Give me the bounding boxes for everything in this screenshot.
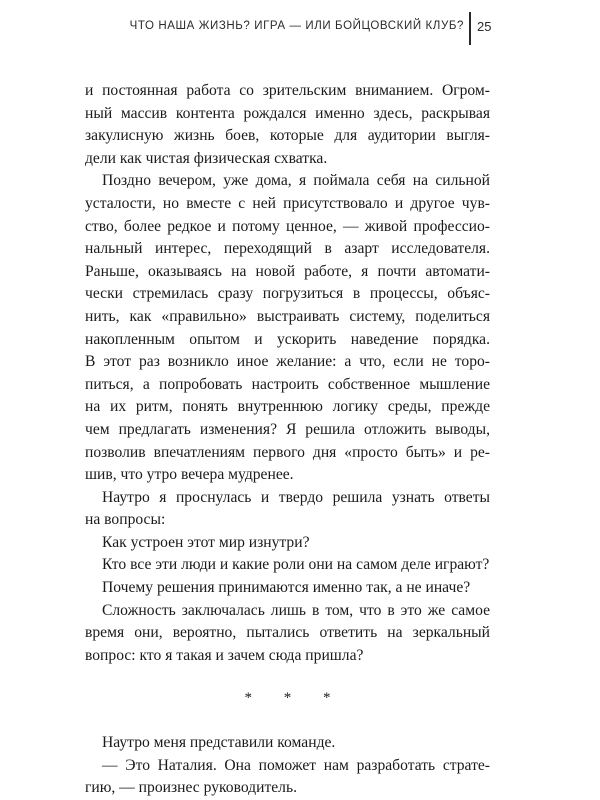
- page-number: 25: [477, 19, 492, 34]
- text-line: питься, а попробовать настроить собственное мышление: [85, 375, 490, 393]
- text-line: чем предлагать изменения? Я решила отложить выводы,: [85, 420, 490, 438]
- text-line: Как устроен этот мир изнутри?: [102, 533, 310, 551]
- text-line: Поздно вечером, уже дома, я поймала себя на сильной: [102, 172, 490, 190]
- text-line: позволив впечатлениям первого дня «просто быть» и ре-: [85, 443, 490, 461]
- question-line: [85, 577, 490, 600]
- text-line: на вопросы:: [85, 511, 166, 529]
- text-line: Почему решения принимаются именно так, а не иначе?: [102, 579, 471, 597]
- text-line: дели как чистая физическая схватка.: [85, 149, 328, 167]
- text-line: шив, что утро вечера мудренее.: [85, 466, 294, 484]
- text-line: Кто все эти люди и какие роли они на самом деле играют?: [102, 556, 490, 574]
- text-line: Сложность заключалась лишь в том, что в это же самое: [102, 601, 490, 619]
- text-line: время они, вероятно, пытались ответить на зеркальный: [85, 624, 490, 642]
- text-line: вопрос: кто я такая и зачем сюда пришла?: [85, 646, 364, 664]
- text-line: Раньше, оказываясь на новой работе, я почти автомати-: [85, 262, 490, 280]
- header-divider: [469, 12, 471, 45]
- paragraph: [85, 80, 490, 170]
- text-line: ство, более редкое и потому ценное, — живой профессио-: [85, 217, 490, 235]
- text-line: накопленным опытом и ускорить наведение порядка.: [85, 330, 490, 348]
- body-text: [85, 80, 490, 800]
- paragraph: [85, 732, 490, 755]
- text-line: нить, как «правильно» выстраивать систему, поделиться: [85, 307, 490, 325]
- text-line: усталости, но вместе с ней присутствовало и другое чув-: [85, 194, 490, 212]
- text-line: нальный интерес, переходящий в азарт исследователя.: [85, 240, 490, 258]
- paragraph: [85, 487, 490, 532]
- text-line: — Это Наталия. Она поможет нам разработать страте-: [102, 756, 490, 774]
- text-line: чески стремилась сразу погрузиться в процессы, объяс-: [85, 285, 490, 303]
- text-line: и постоянная работа со зрительским вниманием. Огром-: [85, 82, 490, 99]
- text-line: закулисную жизнь боев, которые для аудитории выгля-: [85, 127, 490, 145]
- text-line: на их ритм, понять внутреннюю логику среды, прежде: [85, 398, 490, 416]
- question-line: [85, 532, 490, 555]
- paragraph: [85, 755, 490, 800]
- text-line: гию, — произнес руководитель.: [85, 779, 297, 797]
- question-line: [85, 554, 490, 577]
- text-line: ный массив контента рождался именно здесь, раскрывая: [85, 104, 490, 122]
- text-line: Наутро меня представили команде.: [102, 734, 336, 752]
- text-line: В этот раз возникло иное желание: а что, если не торо-: [85, 353, 490, 371]
- paragraph: [85, 600, 490, 668]
- running-head-title: ЧТО НАША ЖИЗНЬ? ИГРА — ИЛИ БОЙЦОВСКИЙ КЛУБ?: [129, 20, 464, 32]
- text-line: Наутро я проснулась и твердо решила узнать ответы: [102, 488, 490, 506]
- section-break-asterisks: * * *: [244, 690, 345, 707]
- paragraph: [85, 170, 490, 486]
